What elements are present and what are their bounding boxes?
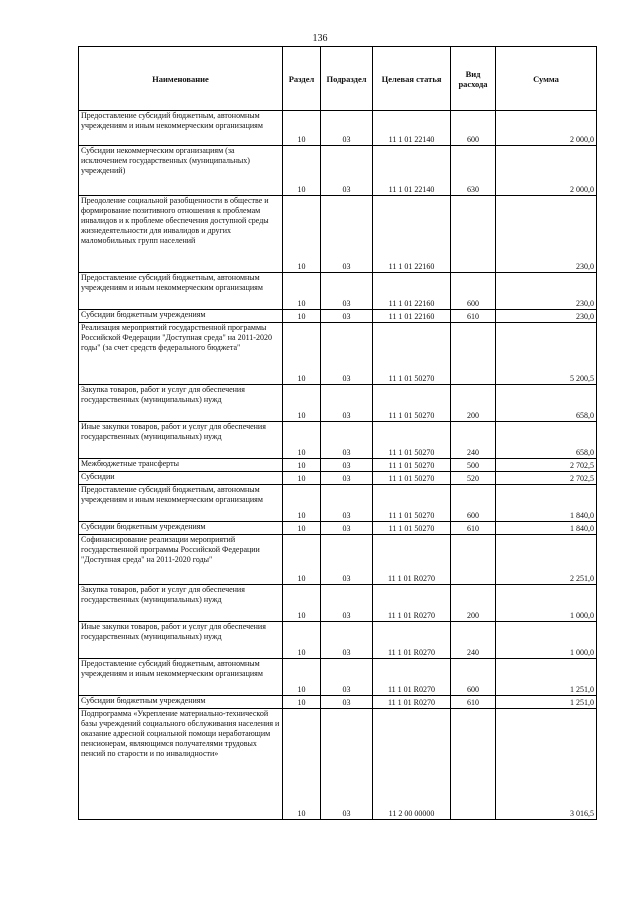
row-podrazdel: 03: [321, 622, 373, 659]
table-row: [79, 459, 597, 472]
row-razdel: 10: [283, 196, 321, 273]
row-vid: 200: [451, 385, 496, 422]
row-summa: 1 251,0: [496, 696, 597, 709]
row-statya: 11 1 01 22160: [373, 310, 451, 323]
row-statya: 11 1 01 50270: [373, 323, 451, 385]
row-podrazdel: 03: [321, 585, 373, 622]
header-name: Наименование: [79, 47, 283, 111]
row-podrazdel: 03: [321, 459, 373, 472]
row-vid: 600: [451, 273, 496, 310]
budget-table: [78, 46, 597, 820]
row-name: Субсидии бюджетным учреждениям: [79, 696, 283, 709]
row-summa: 1 840,0: [496, 485, 597, 522]
row-razdel: 10: [283, 522, 321, 535]
row-statya: 11 1 01 22160: [373, 273, 451, 310]
row-vid: [451, 196, 496, 273]
table-row: [79, 622, 597, 659]
row-name: Подпрограмма «Укрепление материально-технической базы учреждений социального обслуживания населения и оказание адресной социальной помощи неработающим пенсионерам, являющимся получателями трудовых пенсий по старости и по инвалидности»: [79, 709, 283, 820]
row-vid: 600: [451, 111, 496, 146]
row-statya: 11 1 01 R0270: [373, 659, 451, 696]
row-podrazdel: 03: [321, 196, 373, 273]
row-statya: 11 1 01 22140: [373, 146, 451, 196]
row-podrazdel: 03: [321, 472, 373, 485]
row-vid: [451, 709, 496, 820]
row-name: Предоставление субсидий бюджетным, автономным учреждениям и иным некоммерческим организациям: [79, 659, 283, 696]
row-razdel: 10: [283, 622, 321, 659]
table-row: [79, 310, 597, 323]
row-summa: 658,0: [496, 385, 597, 422]
row-statya: 11 2 00 00000: [373, 709, 451, 820]
page-number: 136: [312, 33, 328, 44]
row-statya: 11 1 01 R0270: [373, 622, 451, 659]
row-vid: 610: [451, 310, 496, 323]
row-razdel: 10: [283, 485, 321, 522]
row-summa: 1 000,0: [496, 622, 597, 659]
row-razdel: 10: [283, 310, 321, 323]
row-vid: 600: [451, 485, 496, 522]
row-name: Субсидии: [79, 472, 283, 485]
row-vid: 240: [451, 422, 496, 459]
row-podrazdel: 03: [321, 310, 373, 323]
row-name: Реализация мероприятий государственной программы Российской Федерации "Доступная среда" на 2011-2020 годы" (за счет средств федерального бюджета": [79, 323, 283, 385]
row-vid: 610: [451, 522, 496, 535]
table-row: [79, 585, 597, 622]
table-row: [79, 696, 597, 709]
row-razdel: 10: [283, 709, 321, 820]
row-razdel: 10: [283, 422, 321, 459]
row-podrazdel: 03: [321, 535, 373, 585]
row-razdel: 10: [283, 472, 321, 485]
row-name: Преодоление социальной разобщенности в обществе и формирование позитивного отношения к проблемам инвалидов и к проблеме обеспечения доступной среды жизнедеятельности для инвалидов и других маломобильных групп населений: [79, 196, 283, 273]
row-statya: 11 1 01 R0270: [373, 585, 451, 622]
row-statya: 11 1 01 50270: [373, 422, 451, 459]
row-podrazdel: 03: [321, 111, 373, 146]
row-vid: [451, 535, 496, 585]
table-row: [79, 273, 597, 310]
row-name: Предоставление субсидий бюджетным, автономным учреждениям и иным некоммерческим организациям: [79, 111, 283, 146]
row-podrazdel: 03: [321, 522, 373, 535]
row-statya: 11 1 01 50270: [373, 472, 451, 485]
row-name: Субсидии некоммерческим организациям (за исключением государственных (муниципальных) учреждений): [79, 146, 283, 196]
row-razdel: 10: [283, 146, 321, 196]
row-vid: 520: [451, 472, 496, 485]
row-name: Предоставление субсидий бюджетным, автономным учреждениям и иным некоммерческим организациям: [79, 485, 283, 522]
row-razdel: 10: [283, 696, 321, 709]
row-summa: 3 016,5: [496, 709, 597, 820]
row-vid: 240: [451, 622, 496, 659]
row-statya: 11 1 01 22140: [373, 111, 451, 146]
table-row: [79, 111, 597, 146]
row-summa: 1 000,0: [496, 585, 597, 622]
row-summa: 2 000,0: [496, 146, 597, 196]
row-razdel: 10: [283, 659, 321, 696]
row-vid: 500: [451, 459, 496, 472]
row-summa: 658,0: [496, 422, 597, 459]
row-name: Субсидии бюджетным учреждениям: [79, 310, 283, 323]
table-row: [79, 196, 597, 273]
row-podrazdel: 03: [321, 485, 373, 522]
table-row: [79, 146, 597, 196]
table-row: [79, 522, 597, 535]
row-vid: 610: [451, 696, 496, 709]
row-name: Межбюджетные трансферты: [79, 459, 283, 472]
row-podrazdel: 03: [321, 422, 373, 459]
row-vid: 600: [451, 659, 496, 696]
row-name: Субсидии бюджетным учреждениям: [79, 522, 283, 535]
row-summa: 2 251,0: [496, 535, 597, 585]
row-statya: 11 1 01 R0270: [373, 535, 451, 585]
row-podrazdel: 03: [321, 659, 373, 696]
row-summa: 2 702,5: [496, 472, 597, 485]
row-statya: 11 1 01 50270: [373, 459, 451, 472]
table-row: [79, 659, 597, 696]
table-row: [79, 323, 597, 385]
row-razdel: 10: [283, 385, 321, 422]
table-header-row: [79, 47, 597, 111]
table-row: [79, 385, 597, 422]
row-vid: [451, 323, 496, 385]
row-summa: 1 251,0: [496, 659, 597, 696]
header-podrazdel: Подраздел: [321, 47, 373, 111]
header-summa: Сумма: [496, 47, 597, 111]
header-statya: Целевая статья: [373, 47, 451, 111]
row-name: Предоставление субсидий бюджетным, автономным учреждениям и иным некоммерческим организациям: [79, 273, 283, 310]
row-summa: 5 200,5: [496, 323, 597, 385]
table-row: [79, 535, 597, 585]
row-summa: 1 840,0: [496, 522, 597, 535]
row-razdel: 10: [283, 273, 321, 310]
row-statya: 11 1 01 50270: [373, 485, 451, 522]
table-row: [79, 709, 597, 820]
row-razdel: 10: [283, 585, 321, 622]
row-statya: 11 1 01 50270: [373, 385, 451, 422]
row-razdel: 10: [283, 459, 321, 472]
header-vid: Вид расхода: [451, 47, 496, 111]
row-podrazdel: 03: [321, 709, 373, 820]
header-razdel: Раздел: [283, 47, 321, 111]
row-summa: 230,0: [496, 310, 597, 323]
row-summa: 230,0: [496, 196, 597, 273]
row-statya: 11 1 01 50270: [373, 522, 451, 535]
row-razdel: 10: [283, 323, 321, 385]
row-razdel: 10: [283, 111, 321, 146]
row-vid: 630: [451, 146, 496, 196]
row-name: Софинансирование реализации мероприятий государственной программы Российской Федерации "Доступная среда" на 2011-2020 годы": [79, 535, 283, 585]
row-name: Закупка товаров, работ и услуг для обеспечения государственных (муниципальных) нужд: [79, 585, 283, 622]
table-row: [79, 485, 597, 522]
table-row: [79, 422, 597, 459]
row-name: Иные закупки товаров, работ и услуг для обеспечения государственных (муниципальных) нужд: [79, 422, 283, 459]
row-statya: 11 1 01 22160: [373, 196, 451, 273]
row-podrazdel: 03: [321, 323, 373, 385]
row-name: Закупка товаров, работ и услуг для обеспечения государственных (муниципальных) нужд: [79, 385, 283, 422]
row-statya: 11 1 01 R0270: [373, 696, 451, 709]
row-podrazdel: 03: [321, 146, 373, 196]
row-podrazdel: 03: [321, 696, 373, 709]
table-row: [79, 472, 597, 485]
row-vid: 200: [451, 585, 496, 622]
row-summa: 2 702,5: [496, 459, 597, 472]
row-summa: 2 000,0: [496, 111, 597, 146]
row-razdel: 10: [283, 535, 321, 585]
row-podrazdel: 03: [321, 273, 373, 310]
row-podrazdel: 03: [321, 385, 373, 422]
row-summa: 230,0: [496, 273, 597, 310]
row-name: Иные закупки товаров, работ и услуг для обеспечения государственных (муниципальных) нужд: [79, 622, 283, 659]
